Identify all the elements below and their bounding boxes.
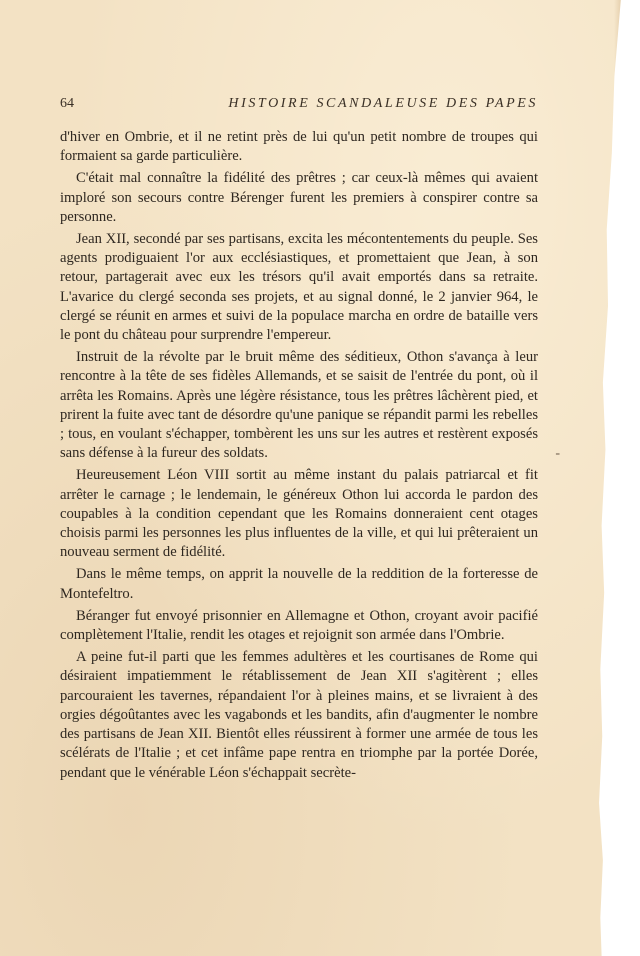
- running-title: HISTOIRE SCANDALEUSE DES PAPES: [228, 96, 538, 111]
- page-number: 64: [60, 96, 74, 111]
- paragraph-8: A peine fut-il parti que les femmes adultères et les courtisanes de Rome qui désiraient impatiemment le rétablissement de Jean XII s'agitèrent ; elles parcouraient les tavernes, répandaient l'or à pleines mains, et se livraient à des orgies dégoûtantes avec les vagabonds et les bandits, afin d'augmenter le nombre des partisans de Jean XII. Bientôt elles réussirent à former une armée de tous les scélérats de l'Italie ; et cet infâme pape rentra en triomphe par la portée Dorée, pendant que le vénérable Léon s'échappait secrète-: [60, 649, 538, 781]
- margin-mark: -: [555, 446, 560, 461]
- paragraph-2: C'était mal connaître la fidélité des prêtres ; car ceux-là mêmes qui avaient imploré son secours contre Bérenger furent les premiers à conspirer contre sa personne.: [60, 170, 538, 225]
- page-header: [60, 96, 538, 118]
- torn-page-edge: [576, 0, 640, 956]
- page-body: [60, 128, 538, 786]
- paragraph-6: Dans le même temps, on apprit la nouvelle de la reddition de la forteresse de Montefeltro.: [60, 566, 538, 602]
- paragraph-1: d'hiver en Ombrie, et il ne retint près de lui qu'un petit nombre de troupes qui formaient sa garde particulière.: [60, 129, 538, 165]
- paragraph-7: Béranger fut envoyé prisonnier en Allemagne et Othon, croyant avoir pacifié complètement l'Italie, rendit les otages et rejoignit son armée dans l'Ombrie.: [60, 607, 538, 644]
- paragraph-3: Jean XII, secondé par ses partisans, excita les mécontentements du peuple. Ses agents prodiguaient l'or aux ecclésiastiques, et promettaient que Jean, à son retour, partagerait avec eux les trésors qu'il avait emportés dans sa retraite. L'avarice du clergé seconda ses projets, et au signal donné, le 2 janvier 964, le clergé se réunit en armes et suivi de la populace marcha en ordre de bataille vers le pont du château pour surprendre l'empereur.: [60, 231, 538, 344]
- paragraph-5: Heureusement Léon VIII sortit au même instant du palais patriarcal et fit arrêter le carnage ; le lendemain, le généreux Othon lui accorda le pardon des coupables à la condition cependant que les Romains donneraient cent otages choisis parmi les personnes les plus influentes de la ville, et qui lui prêteraient un nouveau serment de fidélité.: [60, 467, 538, 561]
- paragraph-4: Instruit de la révolte par le bruit même des séditieux, Othon s'avança à leur rencontre à la tête de ses fidèles Allemands, et se saisit de l'entrée du pont, où il arrêta les Romains. Après une légère résistance, tous les prêtres lâchèrent pied, et prirent la fuite avec tant de désordre qu'une panique se répandit parmi les rebelles ; tous, en voulant s'échapper, tombèrent les uns sur les autres et restèrent exposés sans défense à la fureur des soldats.: [60, 349, 538, 462]
